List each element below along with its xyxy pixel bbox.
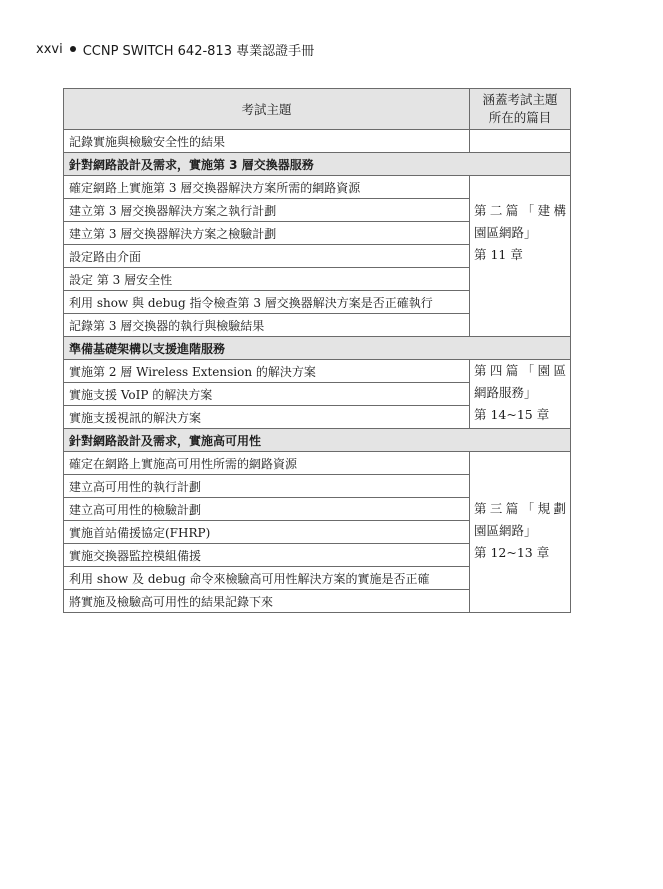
topic-cell: 確定網路上實施第 3 層交換器解決方案所需的網路資源 (64, 176, 470, 199)
topic-cell: 實施支援 VoIP 的解決方案 (64, 383, 470, 406)
chapter-reference-title: 網路服務」 (474, 385, 537, 400)
book-title: CCNP SWITCH 642-813 專業認證手冊 (82, 43, 315, 59)
chapter-reference-chapters: 第 12~13 章 (474, 545, 550, 560)
column-header-chapter (470, 89, 571, 130)
chapter-reference-title: 園區網路」 (474, 225, 537, 240)
topic-cell: 利用 show 及 debug 命令來檢驗高可用性解決方案的實施是否正確 (64, 567, 470, 590)
topic-cell: 記錄第 3 層交換器的執行與檢驗結果 (64, 314, 470, 337)
chapter-reference-part: 第三篇「規劃 (474, 501, 566, 516)
page-number: xxvi (36, 41, 63, 57)
chapter-reference-cell (470, 176, 571, 337)
topic-cell: 實施交換器監控模組備援 (64, 544, 470, 567)
topic-cell: 實施第 2 層 Wireless Extension 的解決方案 (64, 360, 470, 383)
table-row (64, 452, 571, 475)
table-row (64, 360, 571, 383)
chapter-reference-cell (470, 452, 571, 613)
table-row (64, 176, 571, 199)
topic-cell: 利用 show 與 debug 指令檢查第 3 層交換器解決方案是否正確執行 (64, 291, 470, 314)
topic-cell: 建立高可用性的檢驗計劃 (64, 498, 470, 521)
topic-cell: 設定路由介面 (64, 245, 470, 268)
topic-cell: 建立高可用性的執行計劃 (64, 475, 470, 498)
section-title: 針對網路設計及需求，實施第 3 層交換器服務 (64, 153, 571, 176)
topic-cell: 記錄實施與檢驗安全性的結果 (64, 130, 470, 153)
table-header-row (64, 89, 571, 130)
column-header-chapter-line1: 涵蓋考試主題 (482, 92, 558, 107)
section-header-row (64, 153, 571, 176)
chapter-reference-chapters: 第 14~15 章 (474, 407, 550, 422)
bullet-separator (70, 46, 76, 52)
section-title: 準備基礎架構以支援進階服務 (64, 337, 571, 360)
topic-cell: 確定在網路上實施高可用性所需的網路資源 (64, 452, 470, 475)
section-title: 針對網路設計及需求，實施高可用性 (64, 429, 571, 452)
column-header-chapter-line2: 所在的篇目 (488, 110, 552, 125)
topic-cell: 建立第 3 層交換器解決方案之執行計劃 (64, 199, 470, 222)
topic-cell: 實施支援視訊的解決方案 (64, 406, 470, 429)
chapter-reference-cell (470, 360, 571, 429)
table-row (64, 130, 571, 153)
section-header-row (64, 429, 571, 452)
topic-cell: 建立第 3 層交換器解決方案之檢驗計劃 (64, 222, 470, 245)
column-header-topic: 考試主題 (64, 89, 470, 130)
topic-cell: 實施首站備援協定(FHRP) (64, 521, 470, 544)
chapter-cell-empty (470, 130, 571, 153)
chapter-reference-title: 園區網路」 (474, 523, 537, 538)
topic-cell: 將實施及檢驗高可用性的結果記錄下來 (64, 590, 470, 613)
running-header (36, 40, 314, 58)
exam-topics-table (63, 88, 571, 613)
chapter-reference-part: 第四篇「園區 (474, 363, 566, 378)
section-header-row (64, 337, 571, 360)
chapter-reference-chapters: 第 11 章 (474, 247, 523, 262)
chapter-reference-part: 第二篇「建構 (474, 203, 566, 218)
topic-cell: 設定 第 3 層安全性 (64, 268, 470, 291)
